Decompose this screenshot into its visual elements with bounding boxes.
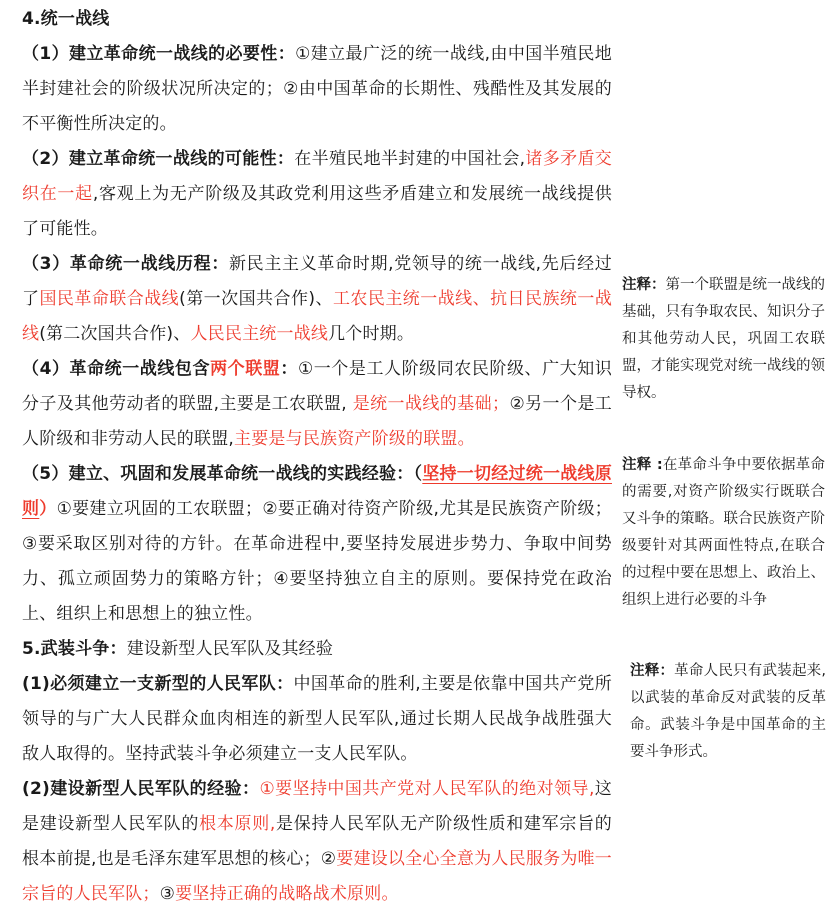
- section-heading-armed-struggle: [22, 632, 612, 667]
- text-segment: 几个时期。: [328, 324, 415, 344]
- margin-note-united-front-basis: [622, 272, 825, 407]
- text-segment: 要坚持正确的战略战术原则。: [175, 884, 399, 904]
- section-heading-united-front: [22, 2, 612, 37]
- text-segment: 注释：: [622, 277, 666, 293]
- text-segment: 新民主主义革命时期,党领导的统一战线,先后经过了: [22, 254, 612, 309]
- text-segment: ①要建立巩固的工农联盟；②要正确对待资产阶级,尤其是民族资产阶级；③要采取区别对待的方针。在革命进程中,要坚持发展进步势力、争取中间势力、孤立顽固势力的策略方针；④要坚持独立自主的原则。要保持党在政治上、组织上和思想上的独立性。: [22, 499, 613, 624]
- text-segment: 坚持一切经过统一战线原则: [22, 464, 612, 519]
- text-segment: 注释 :: [622, 457, 663, 473]
- text-segment: 国民革命联合战线: [39, 289, 180, 309]
- main-text-column: [22, 2, 612, 912]
- text-segment: 注释：: [630, 663, 675, 679]
- text-segment: 要建设以全心全意为人民服务为唯一宗旨的人民军队；: [22, 849, 612, 904]
- text-segment: (2)建设新型人民军队的经验：: [22, 779, 260, 799]
- paragraph-armed-struggle-new-army: [22, 667, 612, 772]
- paragraph-united-front-history: [22, 247, 612, 352]
- text-segment: (1)必须建立一支新型的人民军队：: [22, 674, 294, 694]
- text-segment: ③: [159, 884, 176, 904]
- text-segment: 在半殖民地半封建的中国社会,: [294, 149, 526, 169]
- text-segment: ：: [280, 359, 298, 379]
- text-segment: 两个联盟: [210, 359, 281, 379]
- paragraph-united-front-necessity: [22, 37, 612, 142]
- text-segment: ①建立最广泛的统一战线,由中国半殖民地半封建社会的阶级状况所决定的；②由中国革命的长期性、残酷性及其发展的不平衡性所决定的。: [22, 44, 613, 134]
- text-segment: 根本原则,: [199, 814, 276, 834]
- text-segment: ②另一个是工人阶级和非劳动人民的联盟,: [22, 394, 612, 449]
- paragraph-united-front-two-alliances: [22, 352, 612, 457]
- paragraph-united-front-experience: [22, 457, 612, 632]
- paragraph-united-front-possibility: [22, 142, 612, 247]
- text-segment: 主要是与民族资产阶级的联盟。: [234, 429, 475, 449]
- text-segment: 人民民主统一战线: [190, 324, 329, 344]
- text-segment: ①一个是工人阶级同农民阶级、广大知识分子及其他劳动者的联盟,主要是工农联盟,: [22, 359, 613, 414]
- text-segment: 革命人民只有武装起来,以武装的革命反对武装的反革命。武装斗争是中国革命的主要斗争形式。: [630, 663, 827, 760]
- text-segment: （1）建立革命统一战线的必要性：: [22, 44, 296, 64]
- text-segment: 是统一战线的基础；: [352, 394, 510, 414]
- text-segment: 工农民主统一战线、抗日民族统一战线: [22, 289, 613, 344]
- text-segment: 第一个联盟是统一战线的基础，只有争取农民、知识分子和其他劳动人民，巩固工农联盟，才能实现党对统一战线的领导权。: [622, 277, 825, 401]
- text-segment: ,客观上为无产阶级及其政党利用这些矛盾建立和发展统一战线提供了可能性。: [22, 184, 612, 239]
- text-segment: 是保持人民军队无产阶级性质和建军宗旨的根本前提,也是毛泽东建军思想的核心；②: [22, 814, 613, 869]
- text-segment: ）: [39, 499, 57, 519]
- text-segment: 这是建设新型人民军队的: [22, 779, 612, 834]
- text-segment: 诸多矛盾交织在一起: [22, 149, 612, 204]
- text-segment: 建设新型人民军队及其经验: [126, 639, 334, 659]
- text-segment: (第二次国共合作)、: [39, 324, 191, 344]
- margin-note-bourgeoisie-strategy: [622, 452, 825, 614]
- text-segment: 中国革命的胜利,主要是依靠中国共产党所领导的与广大人民群众血肉相连的新型人民军队,通过长期人民战争战胜强大敌人取得的。坚持武装斗争必须建立一支人民军队。: [22, 674, 612, 764]
- text-segment: （2）建立革命统一战线的可能性：: [22, 149, 295, 169]
- text-segment: 在革命斗争中要依据革命的需要,对资产阶级实行既联合又斗争的策略。联合民族资产阶级要针对其两面性特点,在联合的过程中要在思想上、政治上、组织上进行必要的斗争: [622, 457, 826, 608]
- text-segment: （5）建立、巩固和发展革命统一战线的实践经验：（: [22, 464, 423, 484]
- text-segment: （4）革命统一战线包含: [22, 359, 211, 379]
- text-segment: 4.统一战线: [22, 9, 110, 29]
- margin-note-armed-revolution: [630, 658, 826, 766]
- text-segment: ①要坚持中国共产党对人民军队的绝对领导,: [259, 779, 595, 799]
- text-segment: （3）革命统一战线历程：: [22, 254, 229, 274]
- text-segment: 5.武装斗争：: [22, 639, 127, 659]
- paragraph-armed-struggle-army-experience: [22, 772, 612, 912]
- text-segment: (第一次国共合作)、: [179, 289, 333, 309]
